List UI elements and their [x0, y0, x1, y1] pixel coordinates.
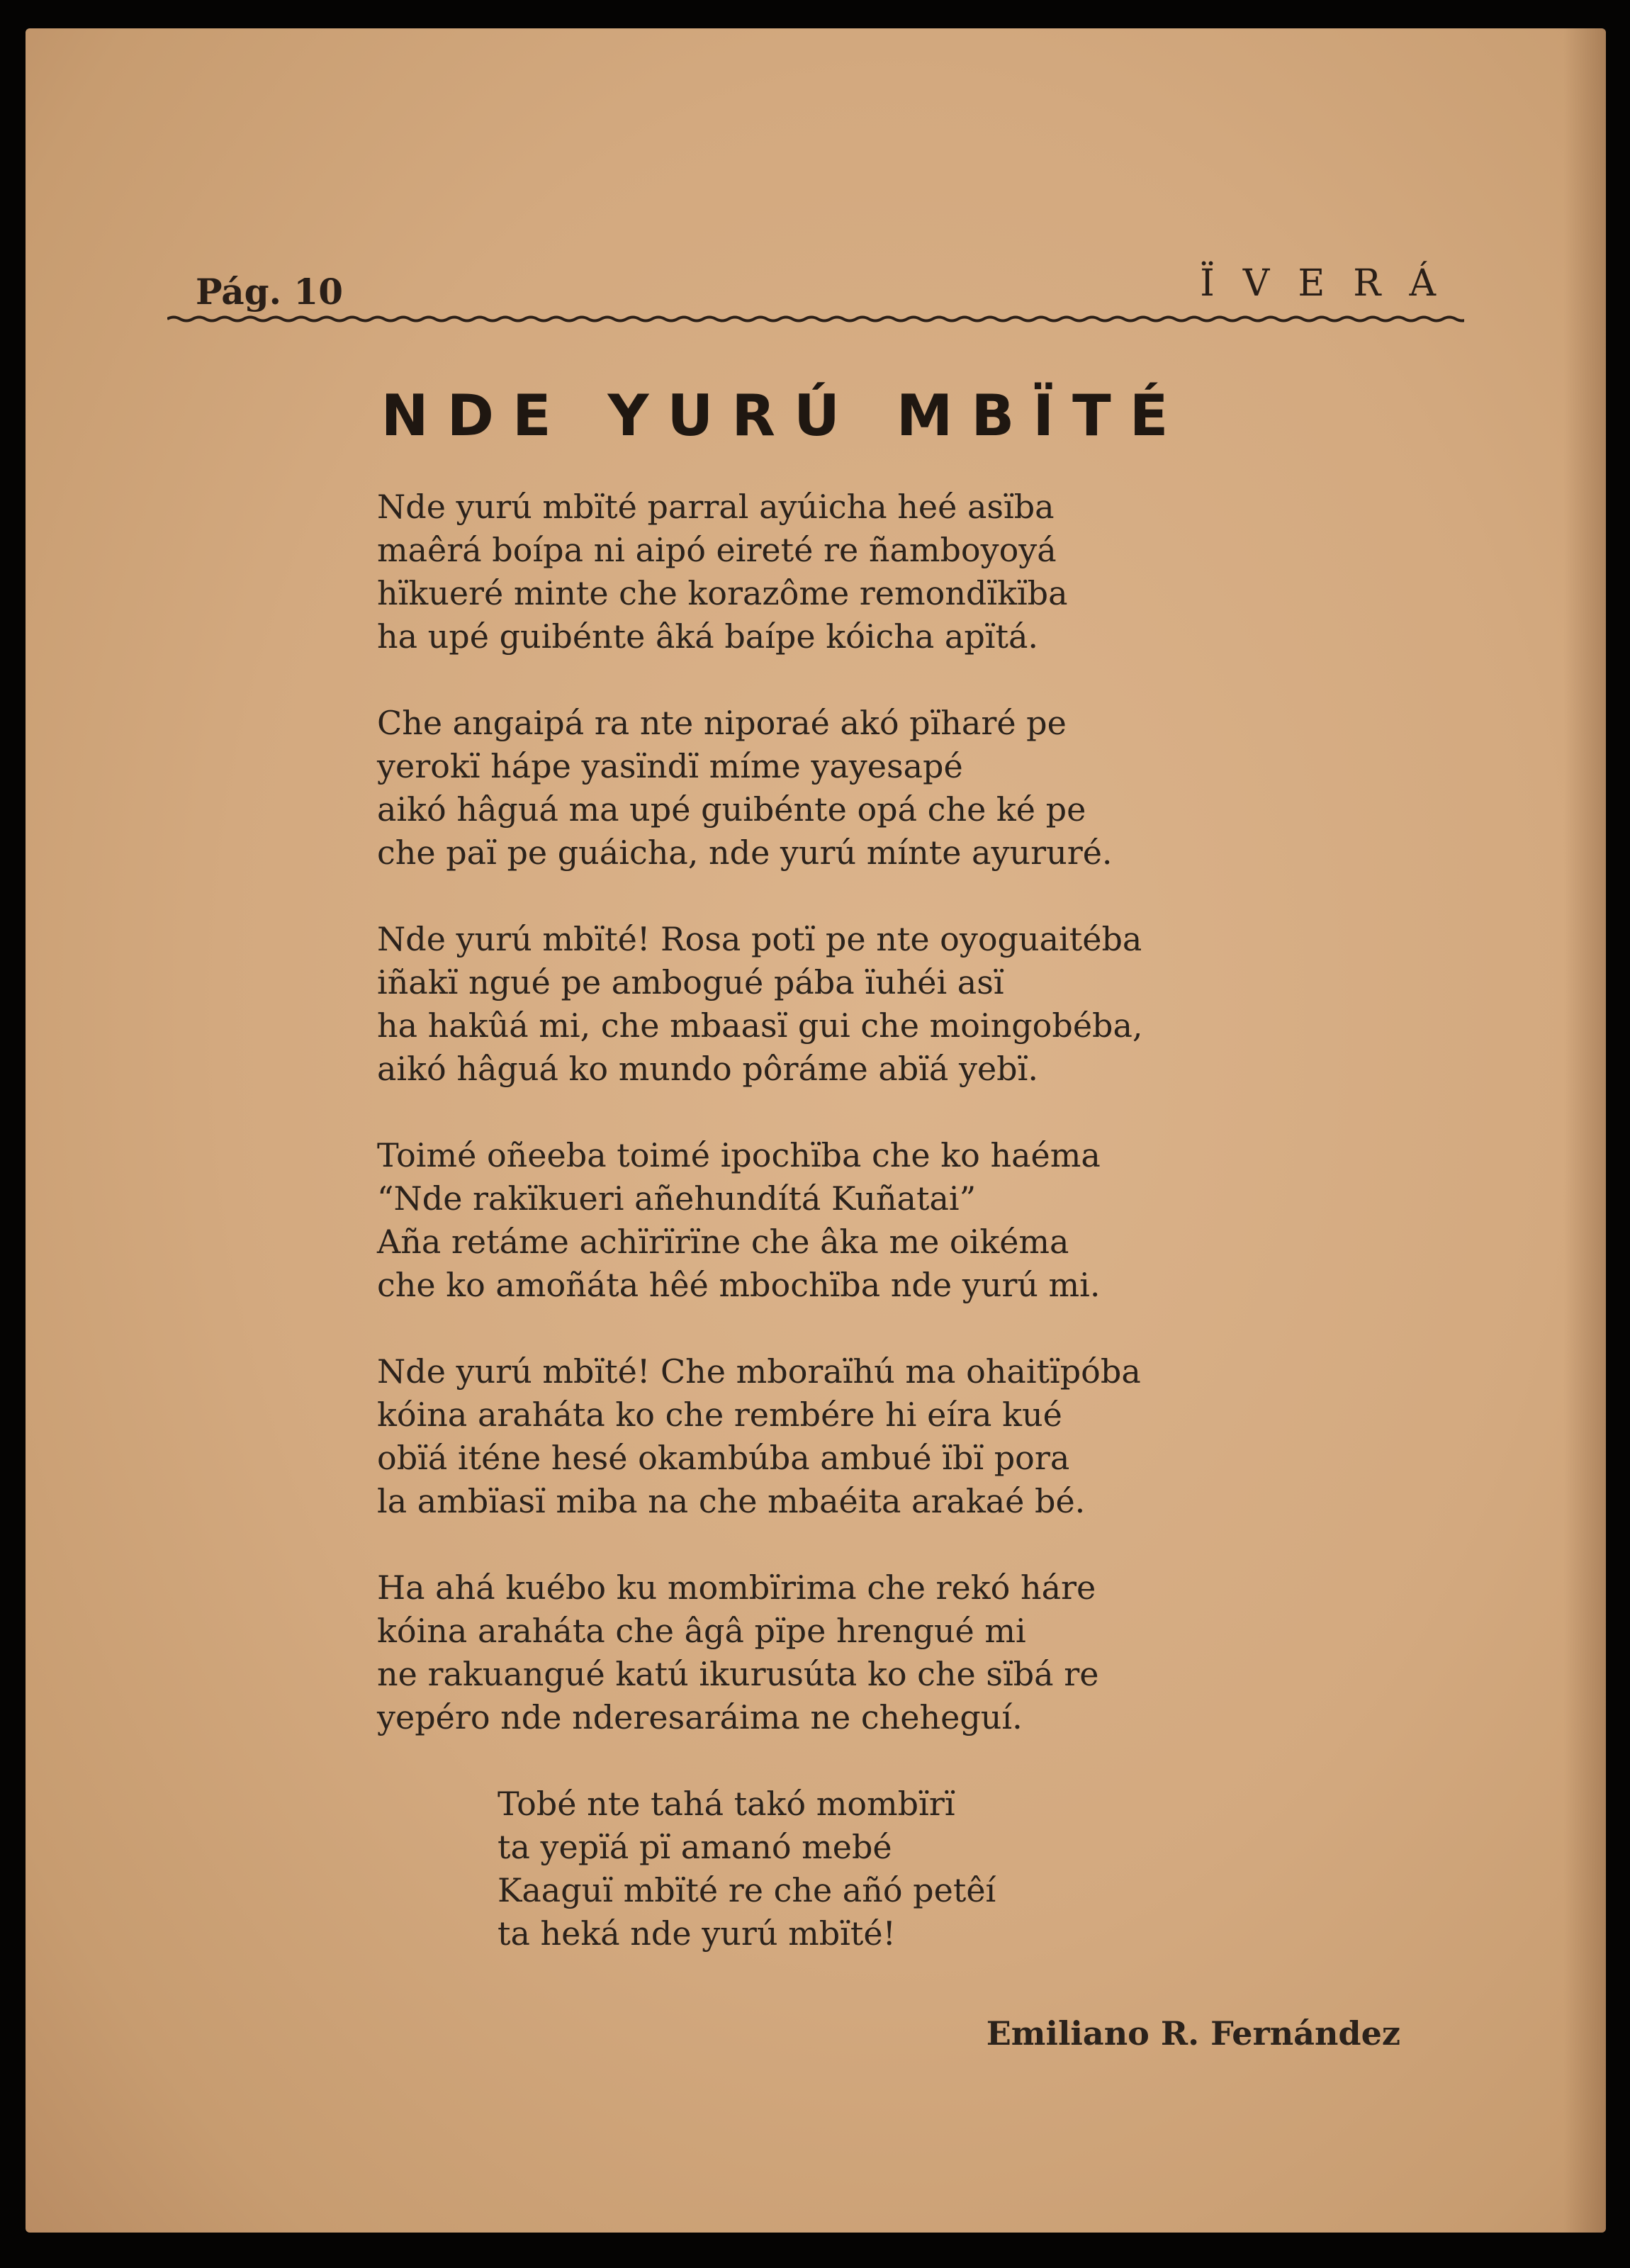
poem-line: Nde yurú mbïté! Che mboraïhú ma ohaitïpóba: [377, 1352, 1141, 1391]
poem-coda: [498, 1783, 1440, 1955]
magazine-page: [26, 28, 1606, 2233]
poem-stanza: [377, 1134, 1440, 1307]
poem-line: la ambïasï miba na che mbaéita arakaé bé.: [377, 1482, 1086, 1520]
poem-line: Ha ahá kuébo ku mombïrima che rekó háre: [377, 1568, 1096, 1607]
poem-stanza: [377, 918, 1440, 1091]
poem-stanza: [377, 1566, 1440, 1739]
poem-line: “Nde rakïkueri añehundítá Kuñatai”: [377, 1179, 977, 1218]
poem-body: [377, 485, 1440, 1999]
poem-line: kóina arahátа che âgâ pïpe hrengué mi: [377, 1612, 1026, 1650]
poem-title: NDE YURÚ MBÏTÉ: [381, 383, 1187, 449]
poem-line: aikó hâguá ma upé guibénte opá che ké pe: [377, 790, 1086, 829]
poem-line: Tobé nte tahá takó mombïrï: [498, 1785, 955, 1823]
poem-line: Nde yurú mbïté! Rosa potï pe nte oyoguaitéba: [377, 920, 1142, 958]
poem-line: obïá iténe hesé okambúba ambué ïbï pora: [377, 1439, 1070, 1477]
poem-stanza: [377, 485, 1440, 658]
poem-line: ha upé guibénte âká baípe kóicha apïtá.: [377, 617, 1039, 656]
poem-line: kóina araháta ko che rembére hi eíra kué: [377, 1396, 1062, 1434]
poem-line: yerokï hápe yasïndï míme yayesapé: [377, 747, 963, 785]
page-header: [167, 262, 1464, 319]
poem-line: Che angaipá ra nte niporaé akó pïharé pe: [377, 704, 1067, 742]
magazine-title: ÏVERÁ: [1200, 262, 1464, 305]
poem-coda-stanza: [498, 1783, 1440, 1955]
poem-line: che ko amoñáta hêé mbochïba nde yurú mi.: [377, 1266, 1101, 1304]
poem-line: iñakï ngué pe ambogué pába ïuhéi asï: [377, 963, 1004, 1001]
poem-line: yepéro nde nderesaráima ne cheheguí.: [377, 1698, 1023, 1736]
poem-stanza: [377, 1350, 1440, 1523]
poem-line: aikó hâguá ko mundo pôráme abïá yebï.: [377, 1050, 1038, 1088]
poem-line: maêrá boípa ni aipó eireté re ñamboyoyá: [377, 531, 1057, 569]
poem-line: ta heká nde yurú mbïté!: [498, 1914, 896, 1953]
page-number: Pág. 10: [196, 271, 344, 313]
poem-line: ha hakûá mi, che mbaasï gui che moingobéba,: [377, 1006, 1143, 1045]
poem-line: che paï pe guáicha, nde yurú mínte ayururé.: [377, 833, 1113, 872]
poem-line: Kaaguï mbïté re che añó petêí: [498, 1871, 996, 1909]
poem-line: hïkueré minte che korazôme remondïkïba: [377, 574, 1068, 612]
wavy-rule: [167, 312, 1464, 326]
poem-line: Aña retáme achïrïrïne che âka me oikéma: [377, 1223, 1069, 1261]
poem-line: Nde yurú mbïté parral ayúicha heé asïba: [377, 488, 1055, 526]
poem-line: ta yepïá pï amanó mebé: [498, 1828, 892, 1866]
poem-stanza: [377, 702, 1440, 875]
poem-author: Emiliano R. Fernández: [986, 2014, 1400, 2053]
poem-line: ne rakuangué katú ikurusúta ko che sïbá re: [377, 1655, 1099, 1693]
poem-line: Toimé oñeeba toimé ipochïba che ko haéma: [377, 1136, 1101, 1174]
page-gutter-shadow: [1563, 28, 1606, 2233]
